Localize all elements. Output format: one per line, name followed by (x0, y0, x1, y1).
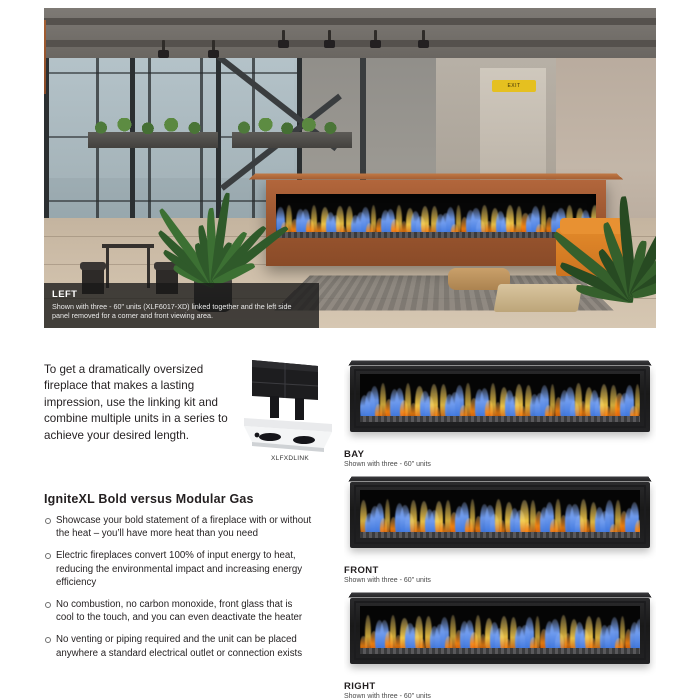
product-right-unit (350, 598, 650, 664)
ember-bed-right (360, 648, 640, 654)
product-front-name: FRONT (344, 565, 379, 576)
product-right-image (344, 584, 656, 680)
hero-caption-title: LEFT (52, 288, 78, 300)
fireplace-corner-return (44, 20, 46, 94)
track-light-1 (162, 40, 165, 51)
product-right-top (348, 592, 652, 597)
exit-sign-label: EXIT (507, 83, 521, 89)
product-bay-unit (350, 366, 650, 432)
planter-right-foliage (232, 118, 352, 134)
product-bay-image (344, 352, 656, 448)
ember-bed-bay (360, 416, 640, 422)
product-front-top (348, 476, 652, 481)
product-right-name: RIGHT (344, 681, 376, 692)
product-right-sub: Shown with three - 60" units (344, 693, 431, 700)
product-bay-glass (360, 374, 640, 422)
product-bay (344, 352, 656, 468)
ceiling-beam-2 (44, 40, 656, 47)
track-light-6 (422, 30, 425, 41)
hero-caption (44, 283, 319, 328)
coffee-table (494, 284, 583, 312)
fireplace-top-surface (249, 173, 623, 179)
comparison-heading: IgniteXL Bold versus Modular Gas (44, 492, 254, 506)
hero-scene (44, 8, 656, 328)
hero-caption-text: Shown with three - 60" units (XLF6017-XD) linked together and the left side panel removed for a corner and front viewing area. (52, 301, 292, 321)
hero-fireplace-unit (266, 180, 606, 266)
linking-kit-label: XLFXDLINK (270, 455, 310, 462)
fireplace-glass-left (276, 194, 596, 238)
bar-table (102, 244, 154, 288)
list-item: Electric fireplaces convert 100% of input energy to heat, reducing the environmental impact and increasing energy efficiency (44, 549, 312, 589)
product-front-image (344, 468, 656, 564)
linking-kit-paragraph: To get a dramatically oversized fireplace that makes a lasting impression, use the linking kit and combine multiple units in a series to achieve your desired length. (44, 363, 228, 442)
planter-left-foliage (88, 118, 218, 134)
product-bay-name: BAY (344, 449, 365, 460)
product-right (344, 584, 656, 700)
track-light-4 (328, 30, 331, 41)
ember-bed-hero (276, 232, 596, 238)
planter-left (88, 132, 218, 148)
product-front (344, 468, 656, 584)
product-front-sub: Shown with three - 60" units (344, 577, 431, 584)
list-item: No venting or piping required and the unit can be placed anywhere a standard electrical outlet or connection exists (44, 633, 312, 659)
product-bay-top (348, 360, 652, 365)
comparison-bullet-list (44, 514, 312, 669)
ember-bed-front (360, 532, 640, 538)
ceiling (44, 8, 656, 58)
exit-sign (492, 80, 536, 92)
track-light-2 (212, 40, 215, 51)
planter-right (232, 132, 352, 148)
track-light-3 (282, 30, 285, 41)
hero-lifestyle-image (44, 8, 656, 328)
list-item: No combustion, no carbon monoxide, front glass that is cool to the touch, and you can even deactivate the heater (44, 598, 312, 624)
potted-plant-foliage (170, 174, 256, 284)
product-right-glass (360, 606, 640, 654)
product-bay-sub: Shown with three - 60" units (344, 461, 431, 468)
track-light-5 (374, 30, 377, 41)
product-front-unit (350, 482, 650, 548)
linking-kit-svg (240, 352, 340, 472)
linking-kit-image (240, 352, 340, 472)
ceiling-beam-1 (44, 18, 656, 25)
palm-plant-right (582, 98, 656, 308)
product-front-glass (360, 490, 640, 538)
list-item: Showcase your bold statement of a fireplace with or without the heat – you’ll have more heat than you need (44, 514, 312, 540)
